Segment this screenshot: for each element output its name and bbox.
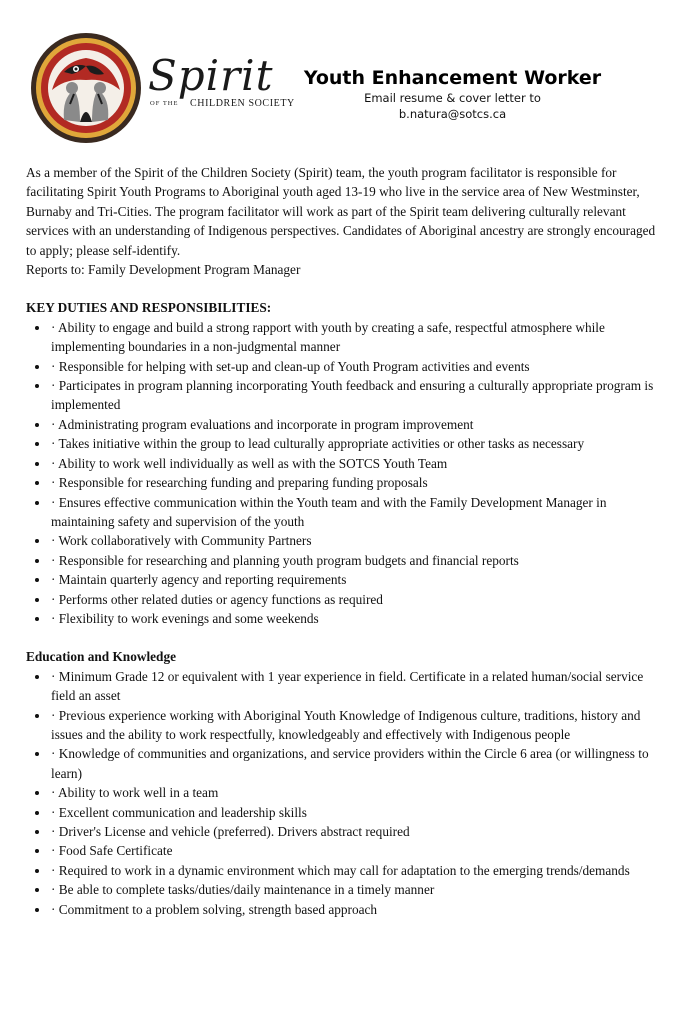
list-item: • · Work collaboratively with Community Partners — [50, 531, 656, 550]
contact-email[interactable]: b.natura@sotcs.ca — [398, 107, 507, 121]
list-item: • · Be able to complete tasks/duties/daily maintenance in a timely manner — [50, 880, 656, 899]
wordmark-children-society: CHILDREN SOCIETY — [190, 98, 295, 109]
list-item: • · Performs other related duties or agency functions as required — [50, 590, 656, 609]
list-item: • · Maintain quarterly agency and reporting requirements — [50, 570, 656, 589]
posting-body — [26, 163, 656, 919]
job-title: Youth Enhancement Worker — [303, 67, 602, 89]
list-item: • · Minimum Grade 12 or equivalent with 1 year experience in field. Certificate in a related human/social service field an asset — [50, 667, 656, 706]
list-item: • · Responsible for helping with set-up and clean-up of Youth Program activities and events — [50, 357, 656, 376]
list-item: • · Administrating program evaluations and incorporate in program improvement — [50, 415, 656, 434]
list-item: • · Responsible for researching and planning youth program budgets and financial reports — [50, 551, 656, 570]
organization-wordmark — [148, 51, 298, 116]
education-heading: Education and Knowledge — [26, 649, 176, 665]
list-item: • · Takes initiative within the group to lead culturally appropriate activities or other tasks as necessary — [50, 434, 656, 453]
wordmark-spirit: Spirit — [148, 51, 274, 100]
list-item: • · Commitment to a problem solving, strength based approach — [50, 900, 656, 919]
duties-heading: KEY DUTIES AND RESPONSIBILITIES: — [26, 300, 272, 316]
list-item: • · Ability to engage and build a strong rapport with youth by creating a safe, respectful atmosphere while implementing boundaries in a non-judgmental manner — [50, 318, 656, 357]
organization-seal-logo — [30, 32, 142, 144]
intro-section — [26, 163, 656, 279]
list-item: • · Ability to work well individually as well as with the SOTCS Youth Team — [50, 454, 656, 473]
list-item: • · Ensures effective communication within the Youth team and with the Family Development Manager in maintaining safety and supervision of the youth — [50, 493, 656, 532]
intro-paragraph: As a member of the Spirit of the Children Society (Spirit) team, the youth program facilitator is responsible for facilitating Spirit Youth Programs to Aboriginal youth aged 13-19 who live in the service area of New Westminster, Burnaby and Tri-Cities. The program facilitator will work as part of the Spirit team delivering culturally relevant services with an understanding of Indigenous perspectives. Candidates of Aboriginal ancestry are strongly encouraged to apply; please self-identify. — [26, 165, 656, 258]
list-item: • · Ability to work well in a team — [50, 783, 656, 802]
list-item: • · Flexibility to work evenings and some weekends — [50, 609, 656, 628]
list-item: • · Food Safe Certificate — [50, 841, 656, 860]
wordmark-of-the: OF THE — [150, 100, 179, 107]
job-title-block — [300, 66, 605, 122]
apply-instructions: Email resume & cover letter to — [364, 91, 541, 105]
list-item: • · Responsible for researching funding and preparing funding proposals — [50, 473, 656, 492]
list-item: • · Excellent communication and leadership skills — [50, 803, 656, 822]
reports-to: Reports to: Family Development Program Manager — [26, 262, 301, 278]
list-item: • · Required to work in a dynamic environment which may call for adaptation to the emerging trends/demands — [50, 861, 656, 880]
duties-list — [26, 318, 656, 629]
list-item: • · Previous experience working with Aboriginal Youth Knowledge of Indigenous culture, traditions, history and issues and the ability to work respectfully, knowledgeably and effectively with Indigenous people — [50, 706, 656, 745]
list-item: • · Participates in program planning incorporating Youth feedback and ensuring a culturally appropriate program is implemented — [50, 376, 656, 415]
page-header — [0, 0, 683, 150]
list-item: • · Knowledge of communities and organizations, and service providers within the Circle 6 area (or willingness to learn) — [50, 744, 656, 783]
education-list — [26, 667, 656, 919]
list-item: • · Driver's License and vehicle (preferred). Drivers abstract required — [50, 822, 656, 841]
